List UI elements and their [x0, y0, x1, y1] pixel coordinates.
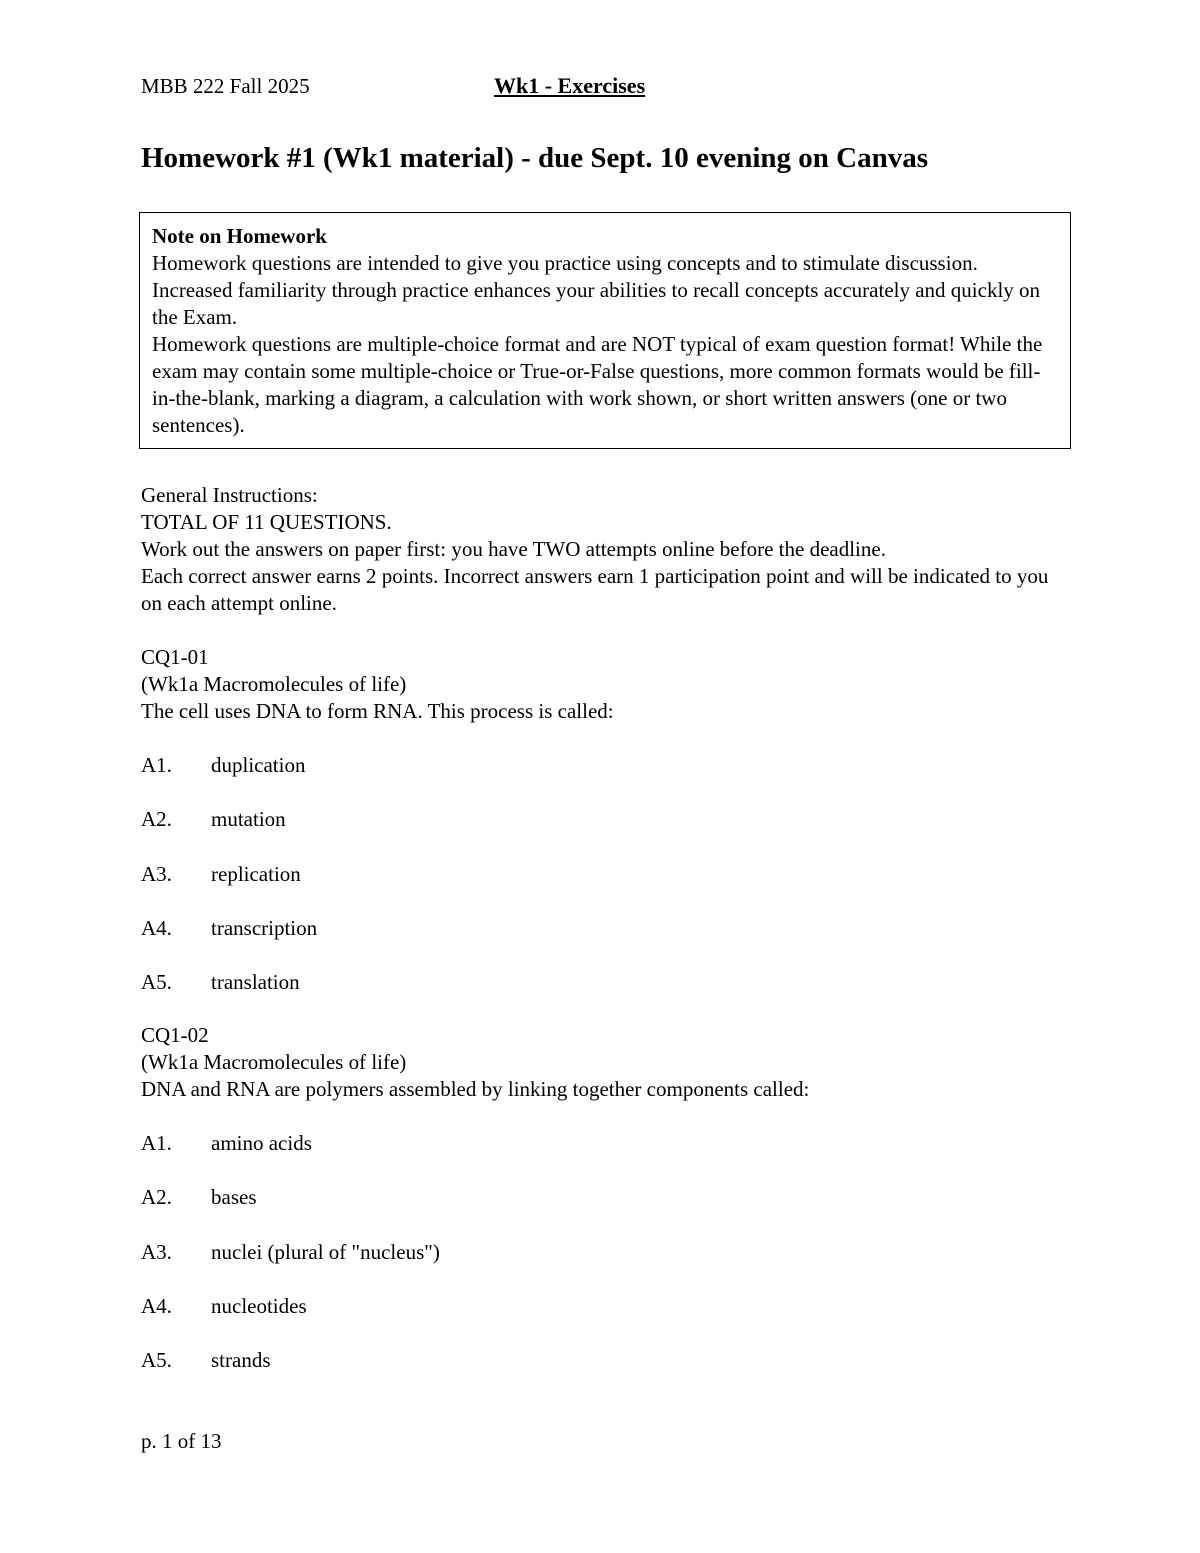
answer-text: translation: [211, 970, 300, 995]
answer-label: A3.: [141, 1239, 172, 1264]
answer-label: A1.: [141, 753, 172, 777]
answer-option: [141, 1184, 1061, 1211]
answer-option: [141, 752, 1061, 779]
answer-option: [141, 806, 1061, 833]
instructions-heading: General Instructions:: [141, 483, 318, 507]
instructions-line-1: Work out the answers on paper first: you have TWO attempts online before the deadline.: [141, 537, 886, 561]
question-prompt: The cell uses DNA to form RNA. This process is called:: [141, 699, 614, 723]
answer-label: A1.: [141, 1131, 172, 1155]
answer-text: nuclei (plural of "nucleus"): [211, 1239, 440, 1264]
instructions-total: TOTAL OF 11 QUESTIONS.: [141, 510, 392, 534]
answer-label: A2.: [141, 1185, 172, 1210]
answer-text: transcription: [211, 915, 318, 940]
answer-label: A5.: [141, 1348, 172, 1373]
question-prompt: DNA and RNA are polymers assembled by linking together components called:: [141, 1077, 810, 1101]
page-number: p. 1 of 13: [141, 1429, 222, 1453]
homework-note-box: [139, 212, 1071, 449]
answer-list: [141, 1130, 1061, 1374]
answer-option: [141, 1130, 1061, 1157]
answer-text: bases: [211, 1185, 257, 1210]
note-paragraph-1: Homework questions are intended to give you practice using concepts and to stimulate discussion. Increased familiarity through practice enhances your abilities to recall concepts accurately and quickly on the Exam.: [152, 251, 1041, 329]
question-cq1-01: [141, 644, 1061, 1023]
answer-text: duplication: [211, 753, 306, 777]
question-topic: (Wk1a Macromolecules of life): [141, 672, 407, 696]
answer-option: [141, 1293, 1061, 1320]
question-id: CQ1-01: [141, 645, 209, 669]
question-topic: (Wk1a Macromolecules of life): [141, 1050, 407, 1074]
answer-option: [141, 915, 1061, 942]
note-paragraph-2: Homework questions are multiple-choice format and are NOT typical of exam question format! While the exam may contain some multiple-choice or True-or-False questions, more common formats would be fill-in-the-blank, marking a diagram, a calculation with work shown, or short written answers (one or two sentences).: [152, 332, 1043, 437]
instructions-line-2: Each correct answer earns 2 points. Incorrect answers earn 1 participation point and will be indicated to you on each attempt online.: [141, 564, 1049, 615]
answer-list: [141, 752, 1061, 996]
answer-text: nucleotides: [211, 1293, 307, 1318]
answer-text: strands: [211, 1348, 271, 1373]
course-name: MBB 222 Fall 2025: [141, 74, 310, 98]
general-instructions: [141, 482, 1061, 617]
answer-label: A4.: [141, 915, 172, 940]
note-heading: Note on Homework: [152, 224, 327, 248]
answer-label: A4.: [141, 1293, 172, 1318]
answer-option: [141, 969, 1061, 996]
answer-text: amino acids: [211, 1131, 312, 1155]
answer-label: A3.: [141, 861, 172, 886]
answer-option: [141, 861, 1061, 888]
section-title: Wk1 - Exercises: [494, 73, 646, 98]
page-title: Homework #1 (Wk1 material) - due Sept. 10 evening on Canvas: [141, 142, 929, 174]
question-cq1-02: [141, 1022, 1061, 1401]
question-id: CQ1-02: [141, 1023, 209, 1047]
answer-option: [141, 1347, 1061, 1374]
answer-text: replication: [211, 861, 301, 886]
answer-label: A2.: [141, 807, 172, 832]
answer-text: mutation: [211, 807, 286, 832]
answer-label: A5.: [141, 970, 172, 995]
answer-option: [141, 1239, 1061, 1266]
